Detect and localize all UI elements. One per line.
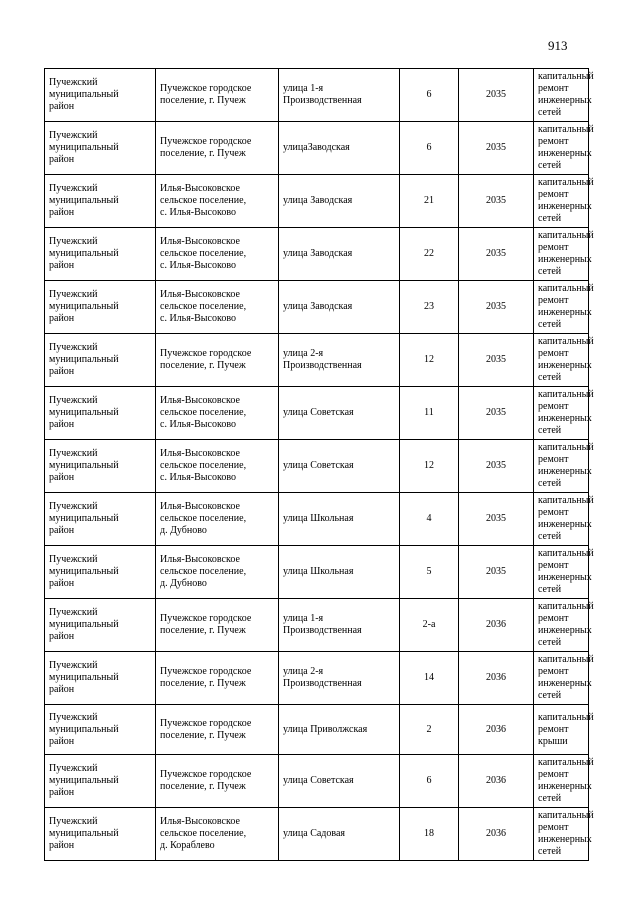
settlement-cell (156, 705, 279, 755)
house-number-cell-text: 2 (426, 723, 432, 735)
district-cell (45, 228, 156, 281)
house-number-cell (400, 69, 459, 122)
year-cell (459, 705, 534, 755)
street-cell (279, 599, 400, 652)
year-cell (459, 122, 534, 175)
house-number-cell-text: 12 (424, 354, 434, 365)
settlement-cell-text: Илья-Высоковское сельское поселение, с. Илья-Высоково (160, 236, 247, 271)
work-type-cell-text: капитальный ремонт инженерных сетей (538, 336, 594, 383)
district-cell (45, 440, 156, 493)
settlement-cell-text: Пучежское городское поселение, г. Пучеж (160, 769, 252, 792)
house-number-cell (400, 440, 459, 493)
street-cell (279, 175, 400, 228)
year-cell (459, 228, 534, 281)
street-cell-text: улица Советская (283, 775, 354, 786)
district-cell-text: Пучежский муниципальный район (49, 660, 119, 695)
work-type-cell-text: капитальный ремонт инженерных сетей (538, 442, 594, 489)
work-type-cell (534, 69, 594, 122)
work-type-cell-text: капитальный ремонт инженерных сетей (538, 548, 594, 595)
street-cell-text: улица Заводская (283, 195, 353, 206)
year-cell (459, 808, 534, 861)
year-cell-text: 2036 (486, 619, 506, 630)
table-row (45, 122, 589, 175)
street-cell (279, 808, 400, 861)
page-number: 913 (548, 38, 568, 53)
settlement-cell (156, 493, 279, 546)
district-cell-text: Пучежский муниципальный район (49, 183, 119, 218)
settlement-cell (156, 599, 279, 652)
table-row (45, 808, 589, 861)
settlement-cell (156, 440, 279, 493)
house-number-cell-text: 18 (424, 828, 434, 839)
table-row (45, 652, 589, 705)
settlement-cell (156, 808, 279, 861)
work-type-cell-text: капитальный ремонт инженерных сетей (538, 230, 594, 277)
house-number-cell-text: 21 (424, 195, 434, 206)
house-number-cell-text: 23 (424, 301, 434, 312)
house-number-cell-text: 6 (426, 89, 432, 100)
table-row (45, 228, 589, 281)
street-cell (279, 440, 400, 493)
district-cell (45, 705, 156, 755)
house-number-cell-text: 6 (426, 775, 432, 786)
street-cell (279, 334, 400, 387)
year-cell (459, 599, 534, 652)
settlement-cell (156, 281, 279, 334)
district-cell-text: Пучежский муниципальный район (49, 816, 119, 851)
table-row (45, 69, 589, 122)
house-number-cell (400, 546, 459, 599)
street-cell-text: улица Садовая (283, 828, 346, 839)
year-cell-text: 2035 (486, 248, 506, 259)
settlement-cell-text: Илья-Высоковское сельское поселение, с. Илья-Высоково (160, 183, 247, 218)
work-type-cell (534, 440, 594, 493)
work-type-cell (534, 281, 594, 334)
year-cell-text: 2035 (486, 301, 506, 312)
street-cell (279, 69, 400, 122)
year-cell-text: 2035 (486, 142, 506, 153)
district-cell-text: Пучежский муниципальный район (49, 236, 119, 271)
settlement-cell (156, 175, 279, 228)
work-type-cell (534, 493, 594, 546)
year-cell (459, 493, 534, 546)
settlement-cell (156, 228, 279, 281)
house-number-cell (400, 493, 459, 546)
table-row (45, 755, 589, 808)
work-type-cell-text: капитальный ремонт инженерных сетей (538, 495, 594, 542)
district-cell-text: Пучежский муниципальный район (49, 607, 119, 642)
house-number-cell (400, 122, 459, 175)
street-cell-text: улица Заводская (283, 248, 353, 259)
work-type-cell-text: капитальный ремонт инженерных сетей (538, 177, 594, 224)
street-cell (279, 546, 400, 599)
house-number-cell (400, 334, 459, 387)
district-cell-text: Пучежский муниципальный район (49, 501, 119, 536)
settlement-cell (156, 387, 279, 440)
table-row (45, 281, 589, 334)
house-number-cell (400, 387, 459, 440)
street-cell-text: улица Школьная (283, 566, 354, 577)
street-cell (279, 652, 400, 705)
work-type-cell (534, 755, 594, 808)
year-cell (459, 69, 534, 122)
street-cell-text: улица Советская (283, 407, 354, 418)
year-cell-text: 2036 (486, 775, 506, 786)
district-cell-text: Пучежский муниципальный район (49, 289, 119, 324)
settlement-cell-text: Пучежское городское поселение, г. Пучеж (160, 613, 252, 636)
district-cell-text: Пучежский муниципальный район (49, 130, 119, 165)
house-number-cell-text: 22 (424, 248, 434, 259)
district-cell (45, 493, 156, 546)
house-number-cell (400, 705, 459, 755)
district-cell (45, 175, 156, 228)
year-cell-text: 2036 (486, 828, 506, 839)
settlement-cell (156, 334, 279, 387)
work-type-cell-text: капитальный ремонт инженерных сетей (538, 389, 594, 436)
table-row (45, 440, 589, 493)
year-cell (459, 334, 534, 387)
street-cell-text: улица Приволжская (283, 723, 368, 735)
work-type-cell-text: капитальный ремонт инженерных сетей (538, 654, 594, 701)
house-number-cell (400, 175, 459, 228)
work-type-cell-text: капитальный ремонт инженерных сетей (538, 283, 594, 330)
work-type-cell (534, 808, 594, 861)
district-cell (45, 281, 156, 334)
year-cell-text: 2035 (486, 195, 506, 206)
year-cell (459, 281, 534, 334)
table-row (45, 599, 589, 652)
year-cell (459, 652, 534, 705)
street-cell-text: улица 2-я Производственная (283, 348, 362, 371)
street-cell-text: улица 1-я Производственная (283, 83, 362, 106)
settlement-cell (156, 755, 279, 808)
street-cell (279, 705, 400, 755)
work-type-cell (534, 599, 594, 652)
house-number-cell (400, 652, 459, 705)
district-cell (45, 387, 156, 440)
district-cell (45, 546, 156, 599)
year-cell-text: 2035 (486, 566, 506, 577)
work-type-cell (534, 546, 594, 599)
work-type-cell (534, 652, 594, 705)
house-number-cell-text: 2-а (422, 619, 436, 630)
year-cell-text: 2036 (486, 723, 506, 735)
table-row (45, 175, 589, 228)
settlement-cell-text: Илья-Высоковское сельское поселение, с. Илья-Высоково (160, 289, 247, 324)
district-cell (45, 808, 156, 861)
settlement-cell-text: Илья-Высоковское сельское поселение, с. Илья-Высоково (160, 395, 247, 430)
work-type-cell-text: капитальный ремонт инженерных сетей (538, 810, 594, 857)
settlement-cell (156, 122, 279, 175)
street-cell-text: улицаЗаводская (283, 142, 350, 153)
settlement-cell (156, 652, 279, 705)
district-cell (45, 334, 156, 387)
year-cell-text: 2035 (486, 89, 506, 100)
district-cell-text: Пучежский муниципальный район (49, 395, 119, 430)
street-cell-text: улица Советская (283, 460, 354, 471)
year-cell-text: 2035 (486, 354, 506, 365)
settlement-cell-text: Пучежское городское поселение, г. Пучеж (160, 83, 252, 106)
district-cell-text: Пучежский муниципальный район (49, 763, 119, 798)
year-cell (459, 546, 534, 599)
street-cell (279, 493, 400, 546)
year-cell (459, 387, 534, 440)
work-type-cell-text: капитальный ремонт инженерных сетей (538, 124, 594, 171)
work-type-cell (534, 387, 594, 440)
table-body (45, 69, 594, 861)
street-cell-text: улица 1-я Производственная (283, 613, 362, 636)
year-cell-text: 2035 (486, 513, 506, 524)
house-number-cell-text: 12 (424, 460, 434, 471)
work-type-cell (534, 228, 594, 281)
settlement-cell-text: Пучежское городское поселение, г. Пучеж (160, 666, 252, 689)
work-type-cell-text: капитальный ремонт инженерных сетей (538, 757, 594, 804)
settlement-cell-text: Илья-Высоковское сельское поселение, с. Илья-Высоково (160, 448, 247, 483)
table-row (45, 705, 589, 755)
street-cell (279, 281, 400, 334)
district-cell-text: Пучежский муниципальный район (49, 554, 119, 589)
year-cell-text: 2035 (486, 460, 506, 471)
house-number-cell-text: 6 (426, 142, 432, 153)
street-cell (279, 755, 400, 808)
settlement-cell-text: Пучежское городское поселение, г. Пучеж (160, 717, 252, 741)
work-type-cell-text: капитальный ремонт инженерных сетей (538, 601, 594, 648)
work-type-cell (534, 334, 594, 387)
table-row (45, 334, 589, 387)
street-cell-text: улица Заводская (283, 301, 353, 312)
work-type-cell-text: капитальный ремонт инженерных сетей (538, 71, 594, 118)
settlement-cell-text: Илья-Высоковское сельское поселение, д. Дубново (160, 501, 247, 536)
settlement-cell-text: Илья-Высоковское сельское поселение, д. Кораблево (160, 816, 247, 851)
table-row (45, 493, 589, 546)
year-cell (459, 440, 534, 493)
house-number-cell-text: 5 (426, 566, 432, 577)
district-cell (45, 755, 156, 808)
work-type-cell (534, 122, 594, 175)
year-cell-text: 2036 (486, 672, 506, 683)
street-cell (279, 387, 400, 440)
table-row (45, 387, 589, 440)
street-cell (279, 228, 400, 281)
repair-schedule-table (44, 68, 594, 861)
house-number-cell (400, 281, 459, 334)
settlement-cell-text: Илья-Высоковское сельское поселение, д. Дубново (160, 554, 247, 589)
district-cell-text: Пучежский муниципальный район (49, 711, 119, 747)
house-number-cell-text: 4 (426, 513, 432, 524)
house-number-cell (400, 808, 459, 861)
district-cell-text: Пучежский муниципальный район (49, 77, 119, 112)
district-cell (45, 122, 156, 175)
street-cell-text: улица Школьная (283, 513, 354, 524)
street-cell-text: улица 2-я Производственная (283, 666, 362, 689)
district-cell (45, 599, 156, 652)
year-cell (459, 175, 534, 228)
district-cell (45, 69, 156, 122)
house-number-cell (400, 228, 459, 281)
district-cell-text: Пучежский муниципальный район (49, 342, 119, 377)
work-type-cell (534, 175, 594, 228)
house-number-cell (400, 755, 459, 808)
settlement-cell-text: Пучежское городское поселение, г. Пучеж (160, 348, 252, 371)
street-cell (279, 122, 400, 175)
work-type-cell (534, 705, 594, 755)
settlement-cell-text: Пучежское городское поселение, г. Пучеж (160, 136, 252, 159)
house-number-cell (400, 599, 459, 652)
year-cell (459, 755, 534, 808)
table-row (45, 546, 589, 599)
district-cell (45, 652, 156, 705)
year-cell-text: 2035 (486, 407, 506, 418)
district-cell-text: Пучежский муниципальный район (49, 448, 119, 483)
work-type-cell-text: капитальный ремонт крыши (538, 711, 594, 747)
settlement-cell (156, 546, 279, 599)
settlement-cell (156, 69, 279, 122)
house-number-cell-text: 14 (424, 672, 434, 683)
house-number-cell-text: 11 (424, 407, 434, 418)
